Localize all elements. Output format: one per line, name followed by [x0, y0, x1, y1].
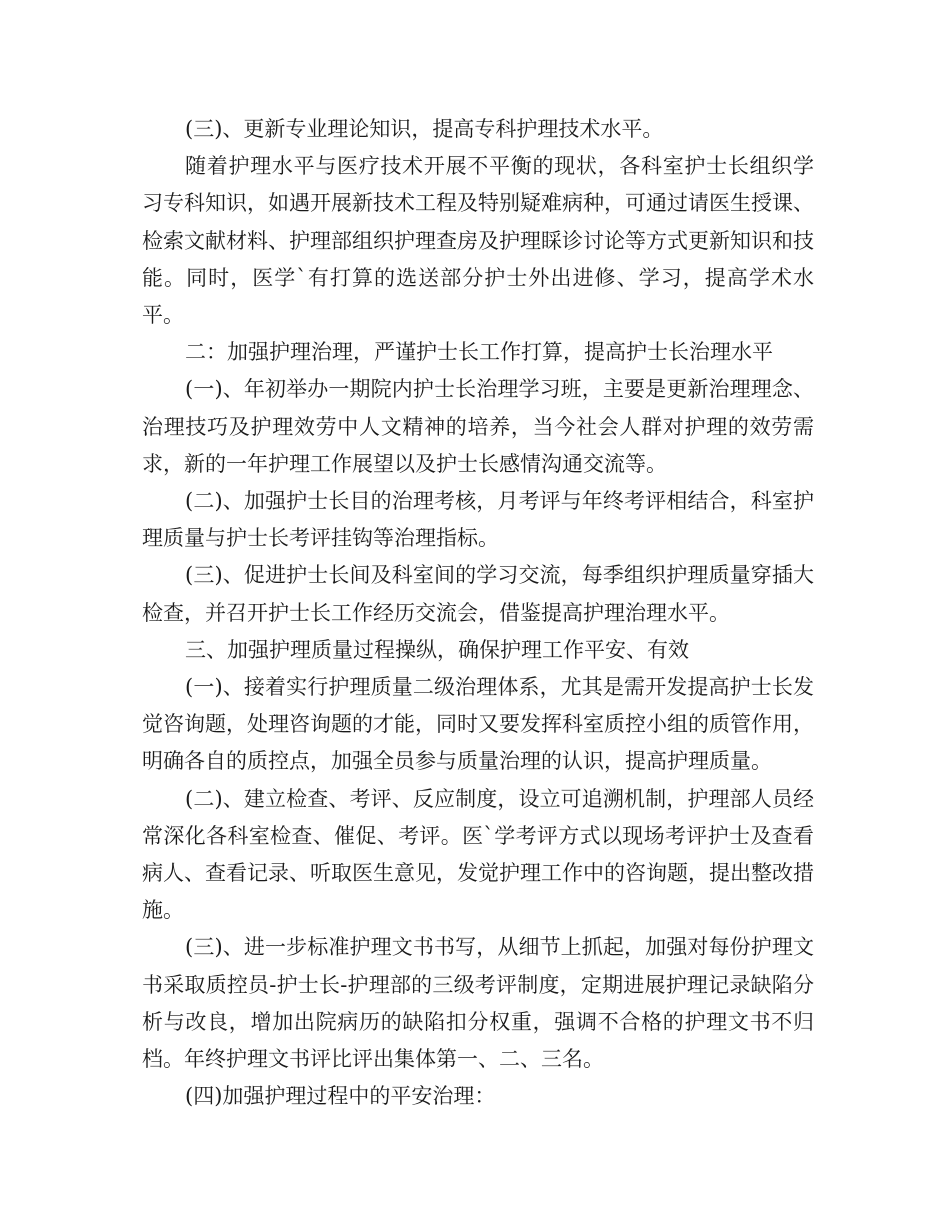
paragraph-subheading-1-quality-system: (一)、接着实行护理质量二级治理体系，尤其是需开发提高护士长发觉咨询题，处理咨询题的才能，同时又要发挥科室质控小组的质管作用，明确各自的质控点，加强全员参与质量治理的认识，提高护理质量。	[142, 675, 814, 774]
paragraph-subheading-3-update-knowledge: (三)、更新专业理论知识，提高专科护理技术水平。	[185, 117, 664, 141]
paragraph-subheading-3-exchange: (三)、促进护士长间及科室间的学习交流，每季组织护理质量穿插大检查，并召开护士长工作经历交流会，借鉴提高护理治理水平。	[142, 563, 814, 625]
document-body	[142, 111, 814, 1115]
paragraph-heading-3-quality-control: 三、加强护理质量过程操纵，确保护理工作平安、有效	[185, 637, 690, 662]
paragraph-subheading-3-documentation: (三)、进一步标准护理文书书写，从细节上抓起，加强对每份护理文书采取质控员-护士长-护理部的三级考评制度，定期进展护理记录缺陷分析与改良，增加出院病历的缺陷扣分权重，强调不合格的护理文书不归档。年终护理文书评比评出集体第一、二、三名。	[142, 935, 814, 1072]
paragraph-subheading-4-safety: (四)加强护理过程中的平安治理：	[185, 1084, 496, 1109]
paragraph-body-specialty-learning: 随着护理水平与医疗技术开展不平衡的现状，各科室护士长组织学习专科知识，如遇开展新技术工程及特别疑难病种，可通过请医生授课、检索文献材料、护理部组织护理查房及护理睬诊讨论等方式更新知识和技能。同时，医学`有打算的选送部分护士外出进修、学习，提高学术水平。	[142, 154, 814, 328]
paragraph-subheading-2-assessment: (二)、加强护士长目的治理考核，月考评与年终考评相结合，科室护理质量与护士长考评挂钩等治理指标。	[142, 489, 814, 551]
paragraph-heading-2-management: 二：加强护理治理，严谨护士长工作打算，提高护士长治理水平	[185, 340, 774, 365]
paragraph-subheading-1-training-class: (一)、年初举办一期院内护士长治理学习班，主要是更新治理理念、治理技巧及护理效劳中人文精神的培养，当今社会人群对护理的效劳需求，新的一年护理工作展望以及护士长感情沟通交流等。	[142, 377, 814, 476]
paragraph-subheading-2-inspection: (二)、建立检查、考评、反应制度，设立可追溯机制，护理部人员经常深化各科室检查、催促、考评。医`学考评方式以现场考评护士及查看病人、查看记录、听取医生意见，发觉护理工作中的咨询题，提出整改措施。	[142, 786, 814, 923]
